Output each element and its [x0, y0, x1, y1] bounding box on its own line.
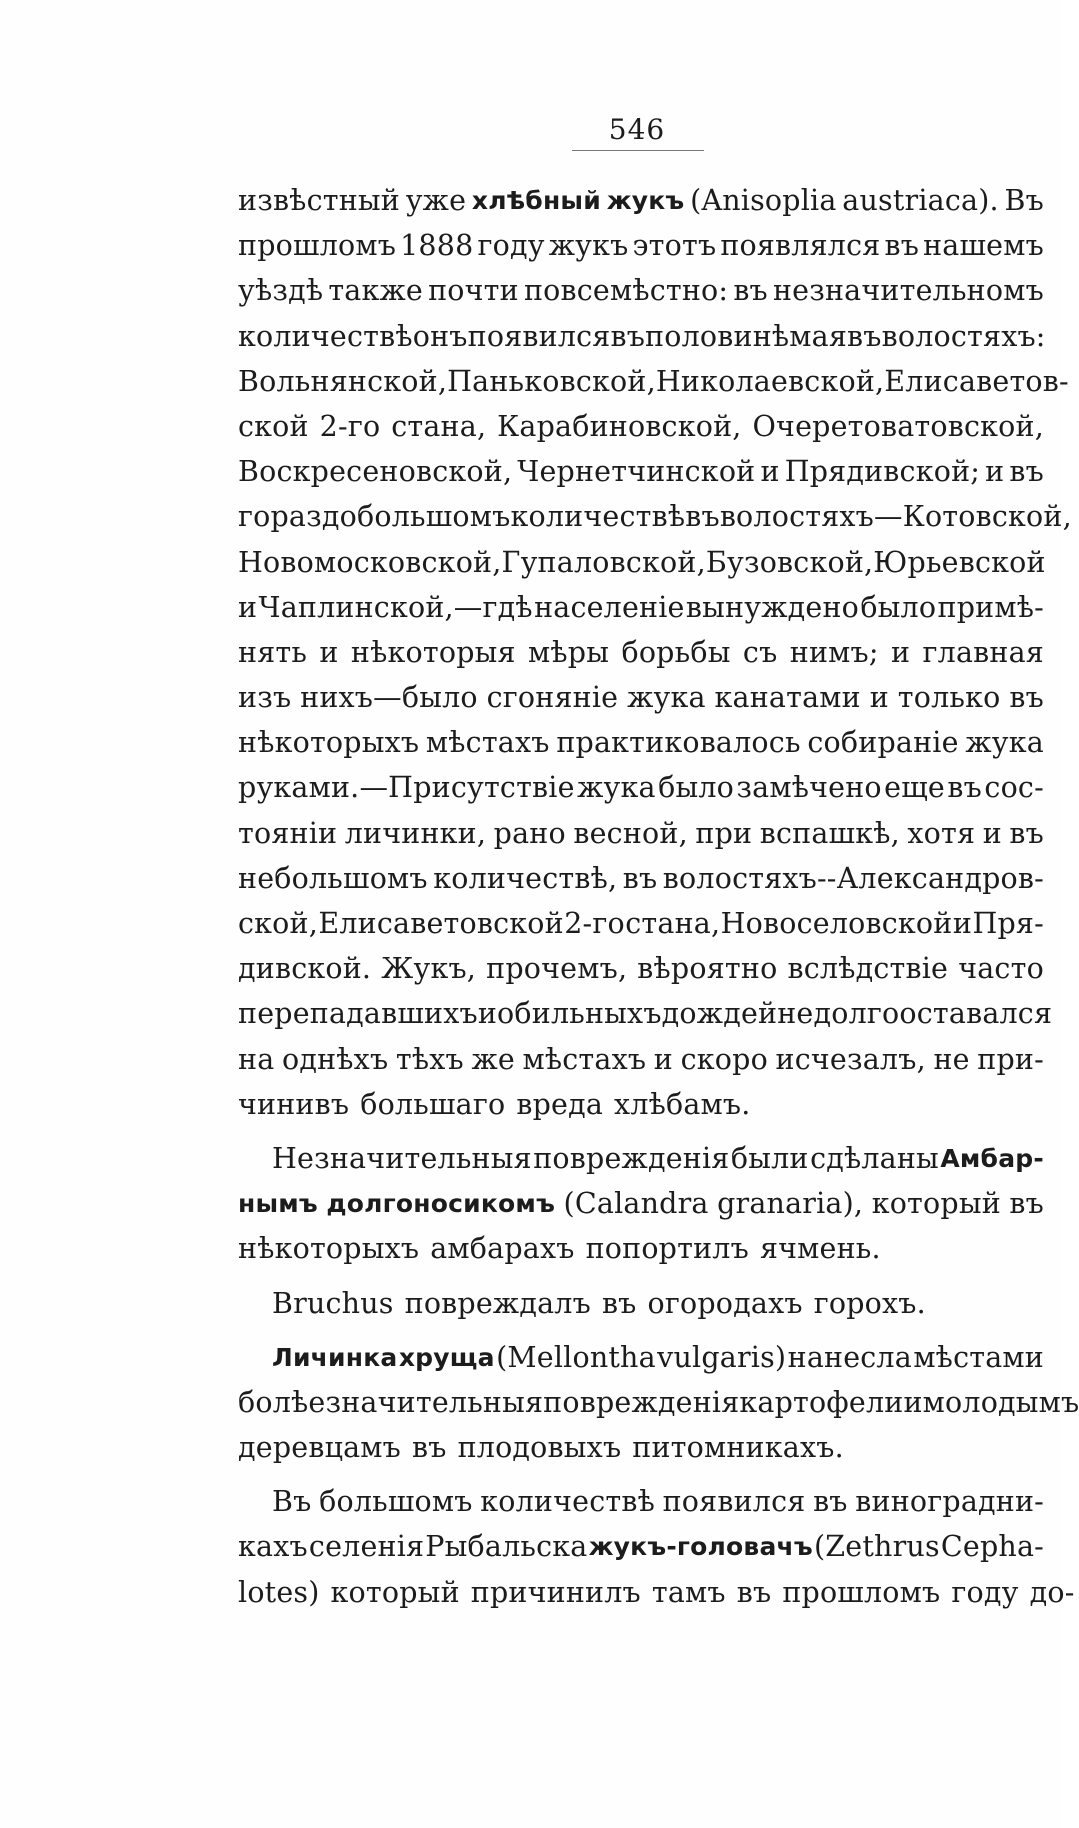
word: мая: [789, 319, 848, 353]
bold-term: Амбар-: [940, 1143, 1044, 1173]
word: жука: [577, 771, 656, 805]
word: прошломъ: [782, 1575, 941, 1609]
word: Юрьевской: [873, 545, 1046, 579]
word: и: [319, 635, 339, 669]
word: попортилъ: [585, 1232, 749, 1266]
word: оставался: [899, 997, 1053, 1031]
word: въ: [1009, 681, 1044, 715]
word: Рыбальска: [425, 1530, 588, 1564]
word: и: [477, 997, 498, 1031]
word: волостяхъ—Котовской,: [719, 500, 1072, 534]
text-line: [238, 1037, 1044, 1082]
word: нихъ—было: [300, 681, 478, 715]
word: Бузовской,: [705, 545, 874, 579]
word: извѣстный: [238, 184, 400, 217]
word: въ: [622, 861, 658, 895]
word: прочемъ,: [486, 952, 628, 986]
word: на: [238, 1042, 275, 1076]
word: стана,: [625, 907, 721, 940]
word: году: [951, 1575, 1019, 1609]
word: обильныхъ: [497, 997, 662, 1031]
word: хлѣбамъ.: [614, 1087, 751, 1121]
word: въ: [412, 1431, 447, 1465]
word: мѣры: [528, 635, 610, 669]
word: Чаплинской,—гдѣ: [258, 590, 533, 624]
word: также: [328, 274, 423, 308]
word: (Mellontha: [496, 1340, 656, 1374]
word: кахъ: [238, 1530, 308, 1564]
word: ячмень.: [759, 1232, 881, 1266]
word: питомникахъ.: [632, 1431, 844, 1465]
word: съ: [742, 635, 778, 669]
bold-term: долгоносикомъ: [326, 1189, 556, 1219]
text-line: [238, 449, 1044, 494]
bold-term: хруща: [398, 1342, 495, 1372]
word: въ: [601, 1286, 637, 1320]
word: повреждалъ: [404, 1286, 591, 1320]
word: однѣхъ: [281, 1042, 389, 1076]
word: и: [985, 455, 1005, 489]
word: весной,: [573, 816, 688, 850]
word: (Zethrus: [813, 1530, 940, 1564]
word: тояніи: [238, 816, 338, 850]
text-line: [238, 811, 1044, 856]
word: количествѣ: [510, 500, 686, 534]
word: канатами: [714, 681, 861, 715]
word: исчезалъ,: [775, 1042, 926, 1076]
word: еще: [884, 771, 946, 805]
word: появился: [467, 319, 611, 353]
word: при: [695, 816, 753, 850]
word: хотя: [907, 816, 976, 850]
word: количествѣ,: [433, 861, 618, 895]
word: Въ: [1004, 184, 1044, 217]
word: и: [952, 907, 973, 940]
text-line: [238, 1181, 1044, 1226]
bold-term: жукъ-головачъ: [588, 1532, 813, 1562]
word: стана,: [391, 409, 487, 443]
word: часто: [958, 952, 1044, 986]
text-line: [238, 1425, 1044, 1470]
word: сгоняніе: [486, 681, 619, 715]
word: небольшомъ: [238, 861, 428, 895]
word: въ: [733, 274, 768, 308]
word: который: [330, 1575, 460, 1609]
text-line: [238, 720, 1044, 765]
word: практиковалось: [556, 726, 801, 760]
word: не: [933, 1042, 970, 1076]
word: только: [897, 681, 1001, 715]
word: (Anisoplia: [690, 184, 837, 217]
page-number: 546: [608, 113, 666, 146]
word: Прядивской;: [784, 455, 981, 489]
bold-term: Личинка: [272, 1342, 398, 1372]
word: и: [903, 1385, 923, 1419]
text-line: [238, 1479, 1044, 1524]
word: въ: [736, 1575, 772, 1609]
word: до-: [1029, 1575, 1075, 1609]
word: появился: [662, 1485, 806, 1519]
word: волостяхъ--Александров-: [662, 861, 1044, 895]
text-line: [238, 675, 1044, 720]
word: борьбы: [621, 635, 731, 669]
word: вѣроятно: [637, 952, 778, 986]
text-line: [238, 1524, 1044, 1569]
word: жука: [965, 726, 1044, 760]
word: большомъ: [356, 500, 511, 534]
text-line: [238, 946, 1044, 991]
word: дождей: [661, 997, 778, 1031]
word: амбарахъ: [430, 1232, 575, 1266]
word: огородахъ: [647, 1286, 803, 1320]
text-line: [238, 1226, 1044, 1271]
word: долго: [813, 997, 900, 1031]
word: горохъ.: [813, 1286, 926, 1320]
word: изъ: [238, 681, 292, 715]
word: дивской.: [238, 952, 372, 986]
word: году: [477, 229, 545, 263]
word: рано: [493, 816, 566, 850]
word: Чернетчинской: [517, 455, 756, 489]
text-line: [238, 268, 1044, 313]
text-line: [238, 765, 1044, 810]
word: этотъ: [632, 229, 717, 263]
word: въ: [947, 771, 982, 805]
word: Незначительныя: [272, 1141, 532, 1175]
page-number-rule: [572, 150, 704, 151]
word: въ: [1009, 1187, 1044, 1221]
word: нанесла: [787, 1340, 912, 1374]
word: молодымъ: [922, 1385, 1079, 1419]
word: при-: [977, 1042, 1044, 1076]
word: причинилъ: [470, 1575, 641, 1609]
word: было: [860, 590, 937, 624]
word: Очеретоватовской,: [752, 409, 1044, 443]
word: мѣстахъ: [522, 1042, 647, 1076]
word: Жукъ,: [381, 952, 477, 986]
word: въ: [1009, 816, 1044, 850]
text-line: [238, 856, 1044, 901]
bold-term: хлѣбный: [471, 186, 601, 215]
word: было: [658, 771, 734, 805]
word: и: [238, 590, 258, 624]
text-line: [238, 991, 1053, 1036]
bold-term: жукъ: [606, 186, 685, 215]
text-line: [238, 901, 1044, 946]
word: Новоселовской: [720, 907, 953, 940]
word: вслѣдствіе: [787, 952, 949, 986]
bold-term: нымъ: [238, 1189, 318, 1219]
word: сос-: [984, 771, 1044, 805]
word: lotes): [238, 1575, 320, 1609]
word: Елисаветов-: [884, 364, 1069, 398]
word: 1888: [400, 229, 474, 263]
word: въ: [1009, 455, 1044, 489]
word: Карабиновской,: [497, 409, 742, 443]
word: нимъ;: [789, 635, 879, 669]
text-line: [238, 1570, 1075, 1615]
word: количествѣ: [238, 319, 413, 353]
text-line: [238, 1335, 1044, 1380]
word: въ: [813, 1485, 848, 1519]
word: уже: [405, 184, 467, 217]
word: 2-го: [319, 409, 381, 443]
word: виноградни-: [855, 1485, 1044, 1519]
word: вспашкѣ,: [759, 816, 900, 850]
word: большомъ: [319, 1485, 473, 1519]
word: поврежденія: [533, 1141, 730, 1175]
word: нять: [238, 635, 308, 669]
word: вынуждено: [685, 590, 860, 624]
word: и: [890, 635, 911, 669]
word: и: [869, 681, 889, 715]
word: жука: [627, 681, 706, 715]
word: ской: [238, 409, 309, 443]
word: появлялся: [720, 229, 881, 263]
word: Воскресеновской,: [238, 455, 513, 489]
word: вреда: [516, 1087, 604, 1121]
word: плодовыхъ: [457, 1431, 622, 1465]
word: въ: [884, 229, 920, 263]
word: личинки,: [344, 816, 487, 850]
word: 2-го: [564, 907, 625, 940]
word: почти: [428, 274, 519, 308]
word: и: [653, 1042, 673, 1076]
word: тамъ: [651, 1575, 726, 1609]
word: главная: [922, 635, 1044, 669]
text-line: [238, 314, 1044, 359]
word: же: [471, 1042, 515, 1076]
word: не: [777, 997, 814, 1031]
word: замѣчено: [736, 771, 882, 805]
word: деревцамъ: [238, 1431, 401, 1465]
word: который: [871, 1187, 1001, 1221]
text-line: [238, 540, 1044, 585]
word: Bruchus: [272, 1286, 394, 1320]
word: прошломъ: [238, 229, 397, 263]
word: селенія: [308, 1530, 425, 1564]
body-text: [238, 178, 1079, 1615]
word: Елисаветовской: [318, 907, 564, 940]
word: значительныя: [325, 1385, 544, 1419]
text-line: [238, 1082, 1044, 1127]
word: собираніе: [807, 726, 959, 760]
word: и: [982, 816, 1002, 850]
word: нашемъ: [923, 229, 1044, 263]
word: тѣхъ: [395, 1042, 464, 1076]
word: нѣкоторыхъ: [238, 1232, 420, 1266]
word: (Calandra: [563, 1187, 709, 1221]
word: Гупаловской,: [501, 545, 706, 579]
word: были: [730, 1141, 809, 1175]
word: болѣе: [238, 1385, 326, 1419]
text-line: [238, 1281, 1044, 1326]
word: чинивъ: [238, 1087, 350, 1121]
word: онъ: [412, 319, 468, 353]
word: vulgaris): [657, 1340, 787, 1374]
word: жукъ: [548, 229, 629, 263]
word: незначительномъ: [772, 274, 1044, 308]
word: примѣ-: [937, 590, 1044, 624]
word: Вольнянской,: [238, 364, 448, 398]
word: въ: [685, 500, 720, 534]
word: перепадавшихъ: [238, 997, 478, 1031]
word: Cepha-: [940, 1530, 1044, 1564]
word: austriaca).: [842, 184, 999, 217]
word: поврежденія: [543, 1385, 740, 1419]
word: руками.—Присутствіе: [238, 771, 575, 805]
word: сдѣланы: [810, 1141, 939, 1175]
word: ской,: [238, 907, 318, 940]
word: картофели: [739, 1385, 904, 1419]
word: уѣздѣ: [238, 274, 324, 308]
word: Въ: [272, 1485, 312, 1519]
text-line: [238, 178, 1044, 223]
word: и: [760, 455, 780, 489]
word: нѣкоторыхъ: [238, 726, 420, 760]
word: въ: [610, 319, 646, 353]
word: въ: [847, 319, 882, 353]
word: волостяхъ:: [881, 319, 1046, 353]
word: Новомосковской,: [238, 545, 502, 579]
word: повсемѣстно:: [523, 274, 729, 308]
text-line: [238, 223, 1044, 268]
word: Паньковской,: [447, 364, 656, 398]
word: большаго: [360, 1087, 506, 1121]
word: мѣстами: [913, 1340, 1044, 1374]
word: населеніе: [534, 590, 685, 624]
word: гораздо: [238, 500, 357, 534]
text-line: [238, 1380, 1079, 1425]
text-line: [238, 585, 1044, 630]
text-line: [238, 494, 1072, 539]
word: половинѣ: [645, 319, 790, 353]
word: нѣкоторыя: [350, 635, 516, 669]
word: скоро: [680, 1042, 768, 1076]
word: granaria),: [717, 1187, 864, 1221]
word: мѣстахъ: [425, 726, 550, 760]
word: Пря-: [972, 907, 1044, 940]
word: Николаевской,: [655, 364, 885, 398]
text-line: [238, 1136, 1044, 1181]
word: количествѣ: [480, 1485, 655, 1519]
text-line: [238, 404, 1044, 449]
text-line: [238, 630, 1044, 675]
text-line: [238, 359, 1069, 404]
